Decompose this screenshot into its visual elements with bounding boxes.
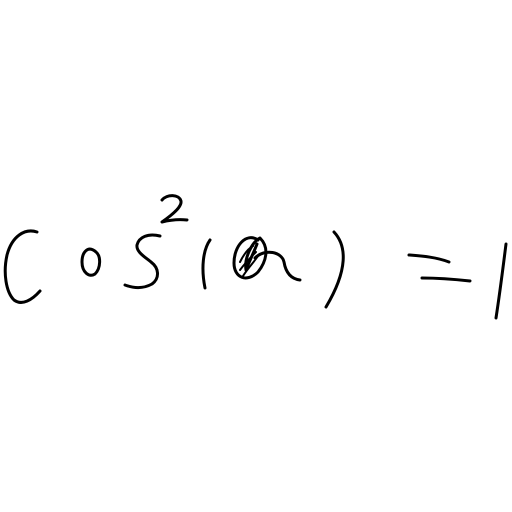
stroke-s: [125, 235, 160, 287]
ink-strokes: [5, 196, 506, 318]
stroke-o: [82, 249, 100, 275]
stroke-equals-bottom: [422, 278, 470, 281]
stroke-superscript-2: [162, 196, 187, 222]
stroke-open-paren: [203, 240, 210, 288]
stroke-equals-top: [409, 255, 449, 262]
stroke-c: [5, 231, 40, 302]
stroke-one: [496, 244, 506, 318]
stroke-close-paren: [326, 232, 343, 307]
